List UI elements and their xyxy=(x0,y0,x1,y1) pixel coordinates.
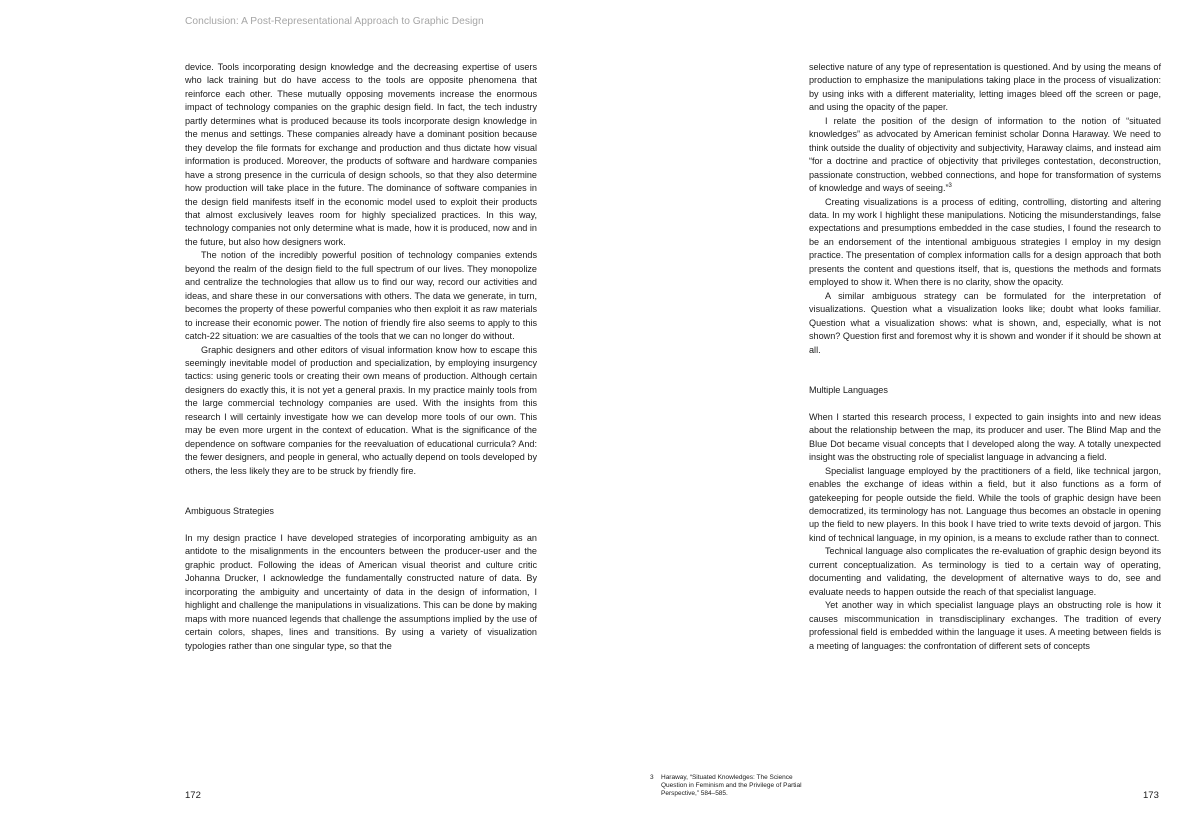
paragraph: Technical language also complicates the re-evaluation of graphic design beyond its current conceptualization. As terminology is tied to a certain way of operating, documenting and validating, the development of alternative ways to do, see and evaluate needs to happen outside the reach of that specialist language. xyxy=(809,546,1161,597)
paragraph: In my design practice I have developed strategies of incorporating ambiguity as an antidote to the misalignments in the encounters between the producer-user and the graphic product. Following the ideas of American visual theorist and culture critic Johanna Drucker, I acknowledge the fundamentally constructed nature of data. By incorporating the ambiguity and uncertainty of data in the design of information, I highlight and challenge the manipulations in visualizations. This can be done by making maps with more nuanced legends that challenge the assumptions implied by the use of certain colors, shapes, lines and transitions. By using a variety of visualization typologies rather than one singular type, so that the xyxy=(185,532,537,651)
paragraph: The notion of the incredibly powerful position of technology companies extends beyond the realm of the design field to the full spectrum of our lives. They monopolize and centralize the technologies that allow us to find our way, record our activities and ideas, and share these in our conversations with others. The data we generate, in turn, becomes the property of these powerful companies who then exploit it as raw materials to increase their economic power. The notion of friendly fire also seems to apply to this catch-22 situation: we are casualties of the tools that we can no longer do without. xyxy=(185,250,537,342)
footnote xyxy=(650,774,802,798)
paragraph: Yet another way in which specialist language plays an obstructing role is how it causes miscommunication in transdisciplinary exchanges. The tradition of every professional field is embedded within the language it uses. A meeting between fields is a meeting of languages: the confrontation of different sets of concepts xyxy=(809,600,1161,651)
section-heading: Ambiguous Strategies xyxy=(185,506,274,517)
paragraph xyxy=(809,115,1161,196)
running-head: Conclusion: A Post-Representational Approach to Graphic Design xyxy=(185,16,484,27)
section-spacer xyxy=(185,519,537,532)
footnote-reference[interactable]: 3 xyxy=(948,183,952,190)
paragraph: Creating visualizations is a process of editing, controlling, distorting and altering data. In my work I highlight these manipulations. Noticing the misunderstandings, false expectations and presumptions embedded in the case studies, I found the research to be an endorsement of the intentional ambiguous strategies I employ in my design practice. The presentation of complex information calls for a design approach that both presents the content and questions itself, that is, questions the methods and formats employed to show it. When there is no clarity, show the opacity. xyxy=(809,196,1161,288)
page-number-left: 172 xyxy=(185,790,201,801)
paragraph: Graphic designers and other editors of visual information know how to escape this seemingly inevitable model of production and specialization, by employing insurgency tactics: using generic tools or creating their own means of production. Although certain designers do exactly this, it is not yet a general praxis. In my practice mainly tools from the large commercial technology companies are used. With the insights from this research I will certainly investigate how we can develop more tools of our own. This may be even more urgent in the context of education. What is the significance of the dependence on software companies for the reevaluation of educational curricula? And: the fewer designers, and people in general, who actually depend on tools developed by others, the less likely they are to be struck by friendly fire. xyxy=(185,344,537,476)
section-spacer xyxy=(185,478,537,505)
right-column xyxy=(809,61,1161,653)
section-spacer xyxy=(809,397,1161,410)
paragraph: When I started this research process, I expected to gain insights into and new ideas about the relationship between the map, its producer and user. The Blind Map and the Blue Dot became visual concepts that I developed along the way. A totally unexpected insight was the obstructing role of specialist language in advancing a field. xyxy=(809,411,1161,463)
paragraph: A similar ambiguous strategy can be formulated for the interpretation of visualizations. Question what a visualization looks like; doubt what looks familiar. Question what a visualization shows: what is shown, and, especially, what is not shown? Question first and foremost why it is shown and wonder if it should be shown at all. xyxy=(809,290,1161,355)
footnote-number: 3 xyxy=(650,774,654,781)
paragraph: Specialist language employed by the practitioners of a field, like technical jargon, enables the exchange of ideas within a field, but it also functions as a form of gatekeeping for people outside the field. While the tools of graphic design have been democratized, its terminology has not. Language thus becomes an obstacle in opening up the field to new players. In this book I have tried to write texts devoid of jargon. This kind of technical language, in my opinion, is a means to exclude rather than to connect. xyxy=(809,465,1161,543)
page-number-right: 173 xyxy=(1143,790,1159,801)
paragraph: device. Tools incorporating design knowledge and the decreasing expertise of users who lack training but do have access to the tools are opposite phenomena that reinforce each other. These mutually opposing movements increase the enormous impact of technology companies on the graphic design field. In fact, the tech industry partly determines what is produced because its tools incorporate design knowledge in the menus and settings. These companies already have a dominant position because they develop the file formats for exchange and production and thus dictate how visual information is produced. Moreover, the products of software and hardware companies have a strong presence in the curricula of design schools, so that they also determine how production will take place in the future. The dominance of software companies in the design field manifests itself in the economic model used to exploit their products that almost exclusively leaves room for highly specialized practices. In this way, technology companies not only determine what is made, how it is produced, now and in the future, but also how designers work. xyxy=(185,62,537,247)
section-spacer xyxy=(809,357,1161,384)
left-column xyxy=(185,61,537,653)
section-heading: Multiple Languages xyxy=(809,384,888,395)
paragraph: selective nature of any type of representation is questioned. And by using the means of production to emphasize the manipulations taking place in the process of visualization: by using inks with a different materiality, letting images bleed off the screen or page, and using the opacity of the paper. xyxy=(809,62,1161,113)
paragraph-text: I relate the position of the design of information to the notion of “situated knowledges” as advocated by American feminist scholar Donna Haraway. We need to think outside the duality of objectivity and subjectivity, Haraway claims, and instead aim “for a doctrine and practice of objectivity that privileges contestation, deconstruction, passionate construction, webbed connections, and hope for transformation of systems of knowledge and ways of seeing.” xyxy=(809,115,1161,194)
footnote-text: Haraway, “Situated Knowledges: The Science Question in Feminism and the Privilege of Partial Perspective,” 584–585. xyxy=(661,774,802,797)
